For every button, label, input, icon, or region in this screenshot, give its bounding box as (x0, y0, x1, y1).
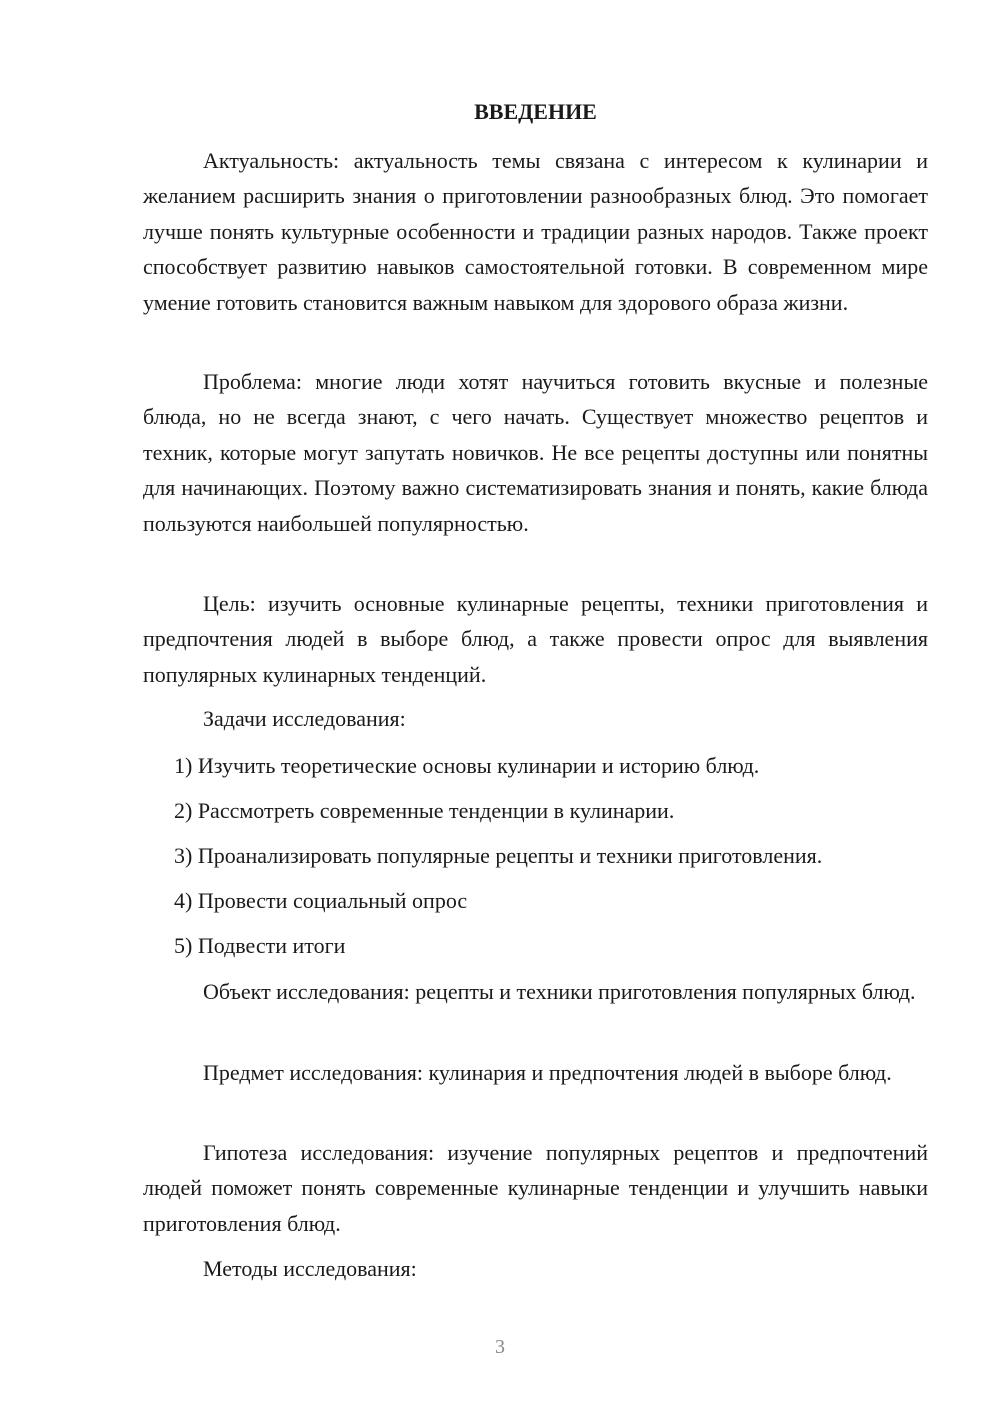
task-item-3: 3) Проанализировать популярные рецепты и техники приготовления. (174, 843, 823, 868)
relevance-paragraph: Актуальность: актуальность темы связана с интересом к кулинарии и желанием расширить знания о приготовлении разнообразных блюд. Это помогает лучше понять культурные особенности и традиции разных народов. Также проект способствует развитию навыков самостоятельной готовки. В современном мире умение готовить становится важным навыком для здорового образа жизни. (143, 148, 928, 315)
page-number: 3 (495, 1336, 505, 1358)
task-item-2: 2) Рассмотреть современные тенденции в кулинарии. (174, 798, 675, 823)
methods-heading: Методы исследования: (203, 1256, 417, 1281)
section-title: ВВЕДЕНИЕ (474, 99, 597, 124)
tasks-heading: Задачи исследования: (203, 706, 406, 731)
goal-paragraph: Цель: изучить основные кулинарные рецепты, техники приготовления и предпочтения людей в выборе блюд, а также провести опрос для выявления популярных кулинарных тенденций. (143, 591, 928, 687)
subject-paragraph: Предмет исследования: кулинария и предпочтения людей в выборе блюд. (203, 1060, 892, 1085)
task-item-4: 4) Провести социальный опрос (174, 888, 468, 913)
object-paragraph: Объект исследования: рецепты и техники приготовления популярных блюд. (203, 979, 916, 1004)
hypothesis-paragraph: Гипотеза исследования: изучение популярных рецептов и предпочтений людей поможет понять современные кулинарные тенденции и улучшить навыки приготовления блюд. (143, 1140, 928, 1236)
task-item-1: 1) Изучить теоретические основы кулинарии и историю блюд. (174, 753, 760, 778)
task-item-5: 5) Подвести итоги (174, 933, 346, 958)
problem-paragraph: Проблема: многие люди хотят научиться готовить вкусные и полезные блюда, но не всегда знают, с чего начать. Существует множество рецептов и техник, которые могут запутать новичков. Не все рецепты доступны или понятны для начинающих. Поэтому важно систематизировать знания и понять, какие блюда пользуются наибольшей популярностью. (143, 369, 928, 536)
